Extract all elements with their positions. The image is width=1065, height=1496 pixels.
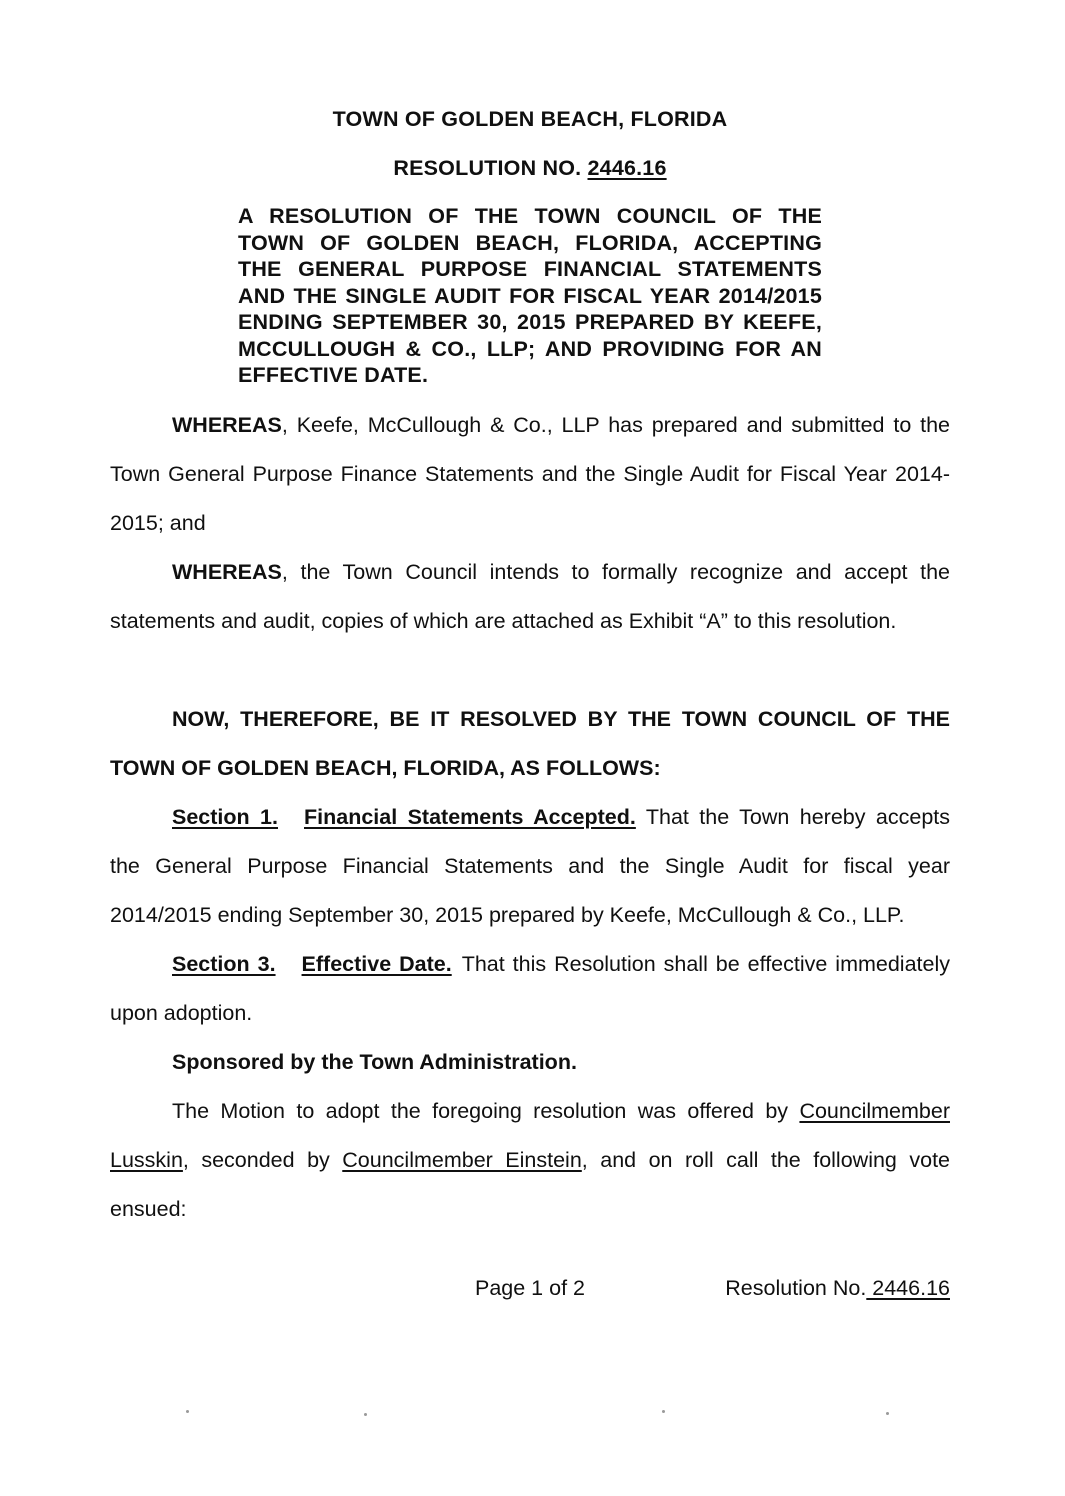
- motion-paragraph: [110, 1087, 950, 1234]
- whereas-lead-1: WHEREAS: [172, 412, 282, 437]
- footer-resolution: [725, 1264, 950, 1313]
- resolution-number: 2446.16: [587, 156, 667, 180]
- section-3-paragraph: [110, 940, 950, 1038]
- motion-offered-by: Councilmember Lusskin: [110, 1098, 950, 1172]
- section-3-text: That this Resolution shall be effective immediately upon adoption.: [110, 951, 950, 1025]
- footer-resolution-label: Resolution No.: [725, 1275, 867, 1300]
- scan-speck: [364, 1413, 367, 1416]
- section-1-paragraph: [110, 793, 950, 940]
- motion-seconded-by: Councilmember Einstein: [342, 1147, 582, 1172]
- section-3-label: Section 3.: [172, 951, 276, 976]
- footer-resolution-number: 2446.16: [866, 1275, 950, 1300]
- section-1-text: That the Town hereby accepts the General Purpose Financial Statements and the Single Audit for fiscal year 2014/2015 ending September 30, 2015 prepared by Keefe, McCullough & Co., LLP.: [110, 804, 951, 927]
- resolution-heading-prefix: RESOLUTION NO.: [393, 156, 588, 180]
- whereas-text-2: , the Town Council intends to formally recognize and accept the statements and audit, copies of which are attached as Exhibit “A” to this resolution.: [110, 559, 950, 633]
- resolution-heading: [110, 144, 950, 193]
- page-footer: [110, 1264, 950, 1313]
- scan-speck: [886, 1412, 889, 1415]
- section-1-label: Section 1.: [172, 804, 278, 829]
- motion-text-3: , and on roll call the following vote ensued:: [110, 1147, 950, 1221]
- whereas-paragraph-2: [110, 548, 950, 646]
- scan-speck: [186, 1410, 189, 1413]
- resolution-summary-block: A RESOLUTION OF THE TOWN COUNCIL OF THE TOWN OF GOLDEN BEACH, FLORIDA, ACCEPTING THE GENERAL PURPOSE FINANCIAL STATEMENTS AND THE SINGLE AUDIT FOR FISCAL YEAR 2014/2015 ENDING SEPTEMBER 30, 2015 PREPARED BY KEEFE, MCCULLOUGH & CO., LLP; AND PROVIDING FOR AN EFFECTIVE DATE.: [238, 204, 822, 387]
- whereas-text-1: , Keefe, McCullough & Co., LLP has prepared and submitted to the Town General Purpose Finance Statements and the Single Audit for Fiscal Year 2014-2015; and: [110, 412, 950, 535]
- sponsored-line: Sponsored by the Town Administration.: [172, 1049, 577, 1074]
- whereas-paragraph-1: [110, 401, 950, 548]
- whereas-lead-2: WHEREAS: [172, 559, 282, 584]
- motion-text-1: The Motion to adopt the foregoing resolution was offered by: [172, 1098, 800, 1123]
- scan-speck: [662, 1410, 665, 1413]
- document-title: TOWN OF GOLDEN BEACH, FLORIDA: [332, 107, 728, 131]
- resolved-clause: NOW, THEREFORE, BE IT RESOLVED BY THE TOWN COUNCIL OF THE TOWN OF GOLDEN BEACH, FLORIDA, AS FOLLOWS:: [110, 706, 950, 780]
- section-3-heading: Effective Date.: [301, 951, 452, 976]
- section-1-heading: Financial Statements Accepted.: [304, 804, 636, 829]
- motion-text-2: , seconded by: [182, 1147, 343, 1172]
- footer-page-number: Page 1 of 2: [475, 1275, 585, 1300]
